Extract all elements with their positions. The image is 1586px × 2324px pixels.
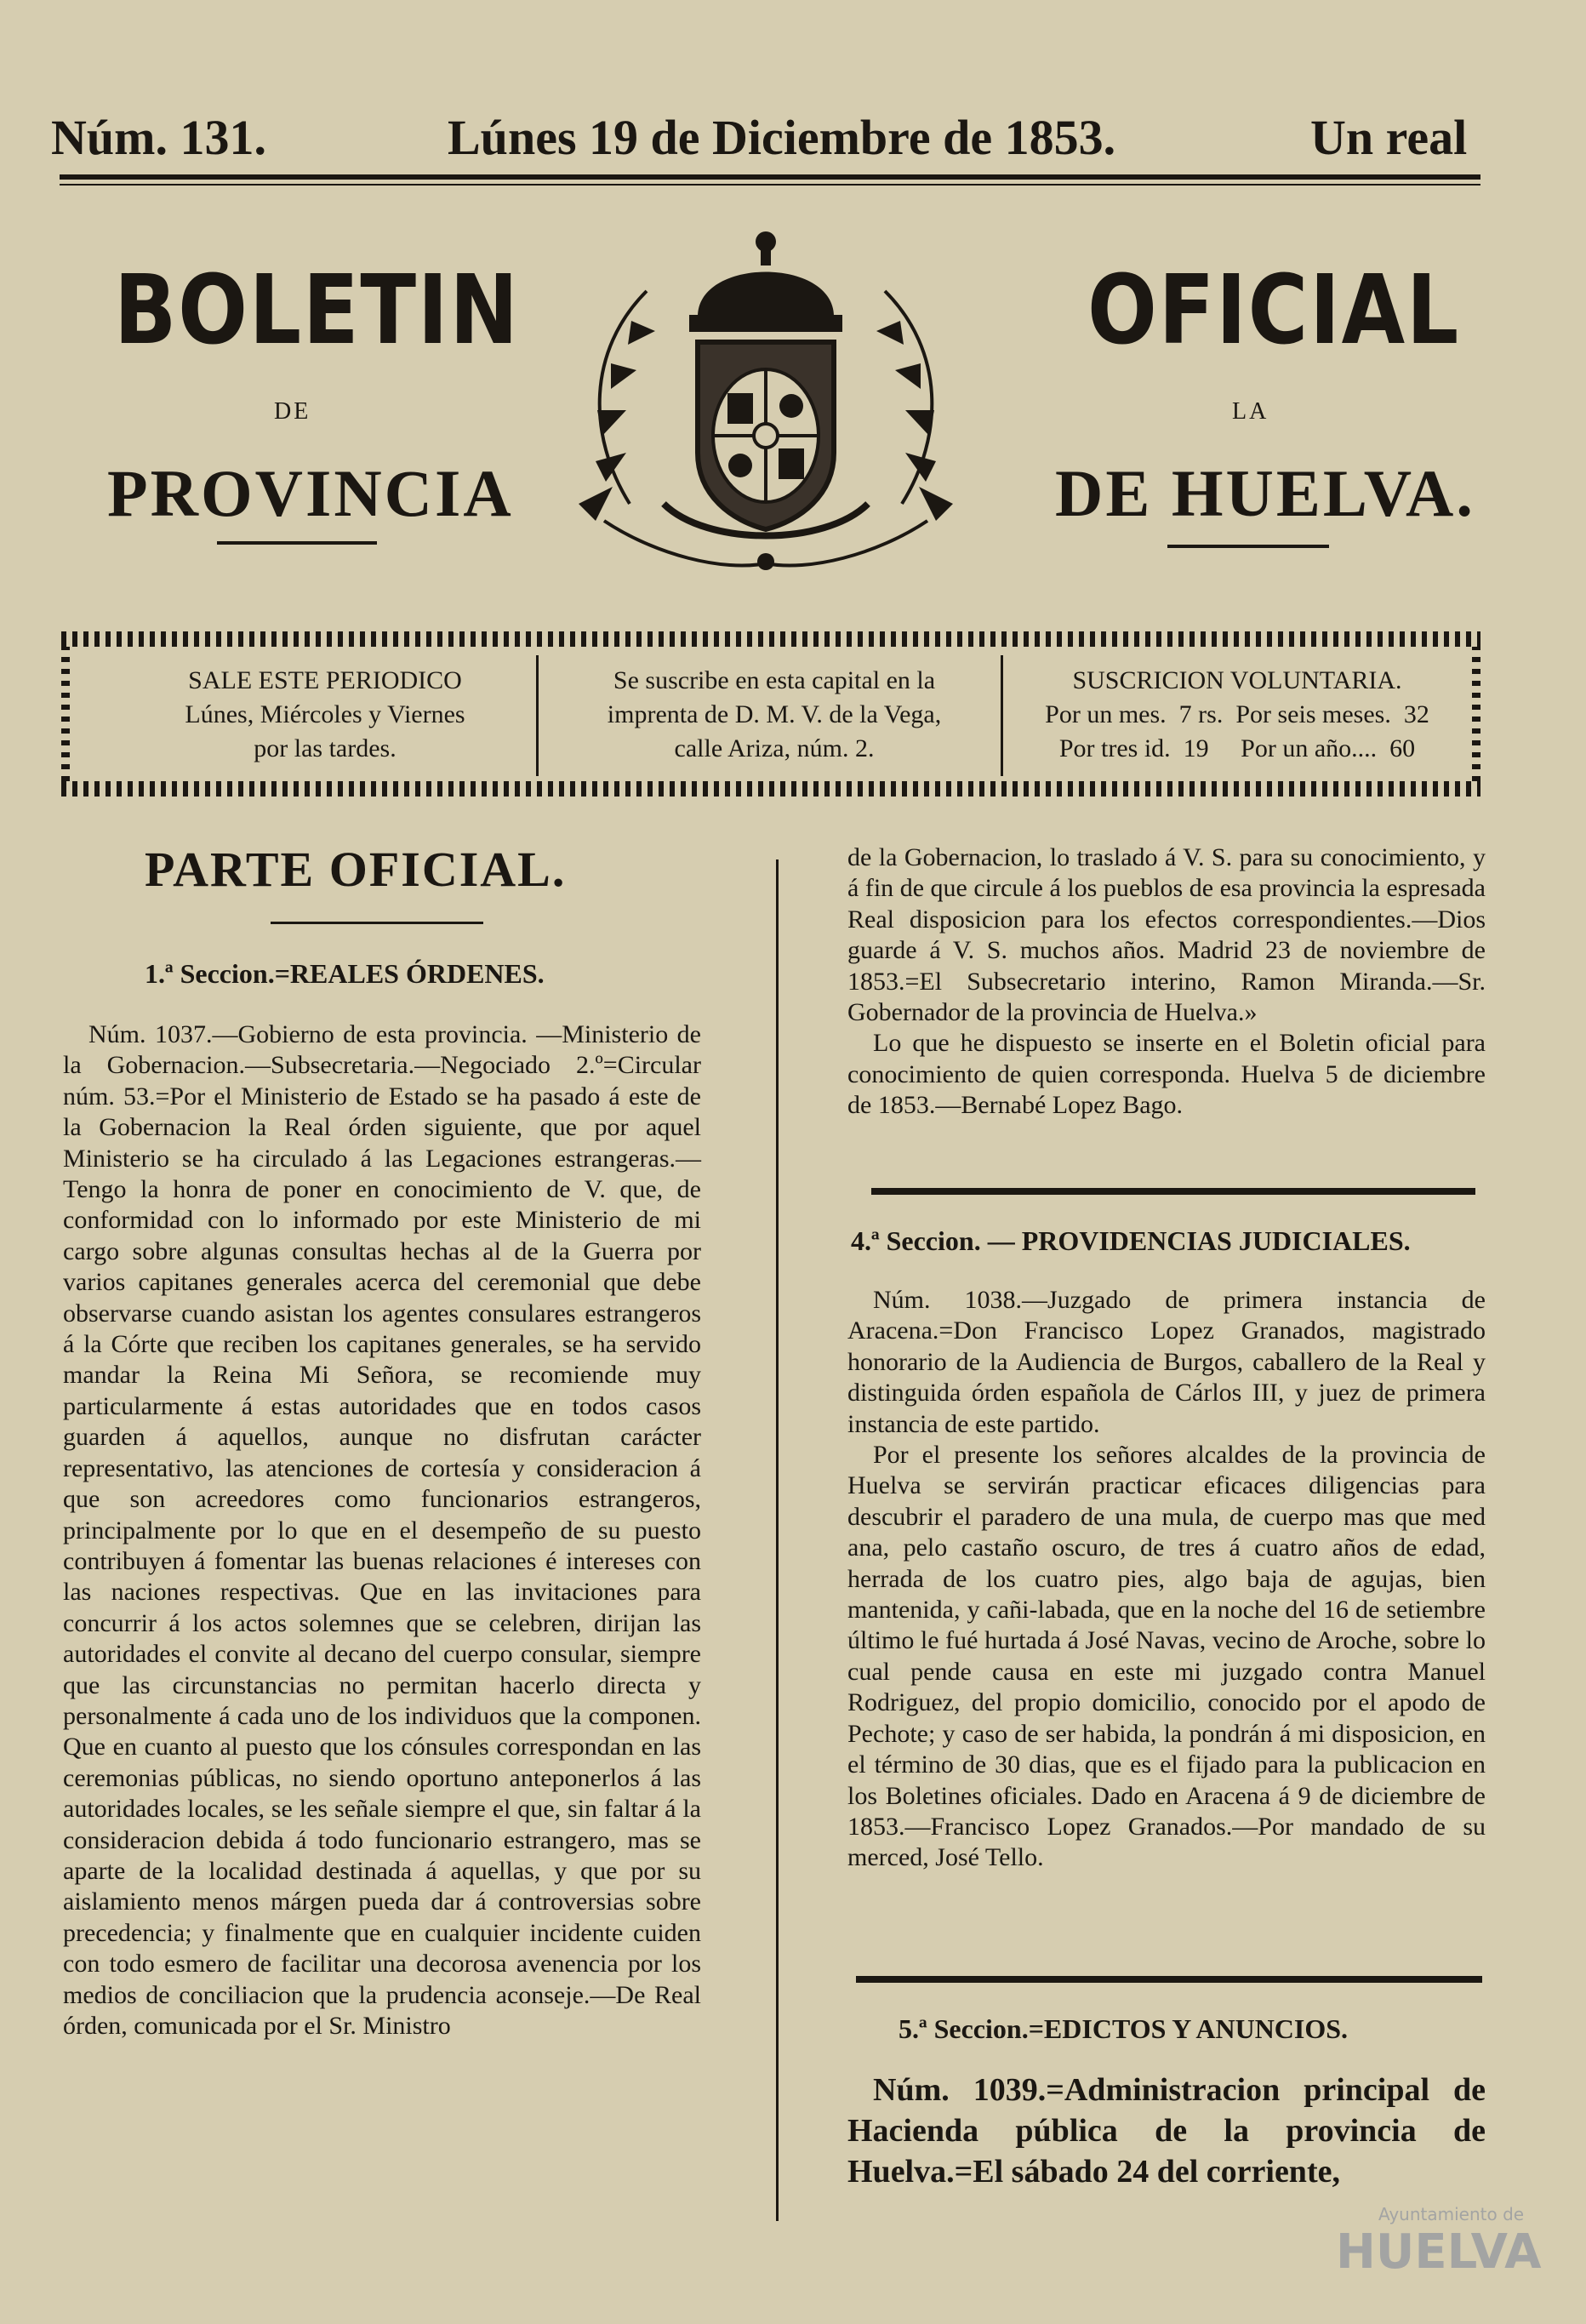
- section-rule-2: [856, 1976, 1482, 1983]
- title-oficial: OFICIAL: [1087, 255, 1461, 366]
- ornament-left: [217, 541, 377, 545]
- subscription-place: Se suscribe en esta capital en la imprenta de D. M. V. de la Vega, calle Ariza, núm. 2.: [607, 666, 942, 762]
- border-top: [61, 631, 1480, 647]
- ornament-parte-oficial: [271, 922, 483, 924]
- title-provincia: PROVINCIA: [107, 456, 514, 530]
- box-divider-1: [536, 655, 539, 776]
- issue-number: Núm. 131.: [51, 110, 266, 165]
- section-rule-1: [871, 1188, 1475, 1195]
- border-bottom: [61, 781, 1480, 797]
- masthead: [51, 109, 1480, 168]
- box-divider-2: [1001, 655, 1003, 776]
- library-watermark: Ayuntamiento de HUELVA: [1336, 2204, 1542, 2280]
- title-de: DE: [274, 398, 311, 425]
- section-title-providencias: 4.ª Seccion. — PROVIDENCIAS JUDICIALES.: [851, 1225, 1411, 1256]
- ornament-right: [1167, 545, 1329, 548]
- masthead-rule: [60, 174, 1480, 180]
- coat-of-arms-icon: [553, 223, 978, 589]
- article-1038: Núm. 1038.—Juzgado de primera instancia de Aracena.=Don Francisco Lopez Granados, magistrado honorario de la Audiencia de Burgos, caballero de la Real y distinguida órden española de Cárlos III, y juez de primera instancia de este partido. Por el presente los señores alcaldes de la provincia de Huelva se servirán practicar eficaces diligencias para descubrir el paradero de una mula, de cuerpo mas que med ana, pelo castaño oscuro, de tres á cuatro años de edad, herrada de los cuatro pies, algo baja de agujas, bien mantenida, y cañi-labada, que en la noche del 16 de setiembre último le fué hurtada á José Navas, vecino de Aroche, sobre lo cual pende causa en este mi juzgado contra Manuel Rodriguez, del propio domicilio, conocido por el apodo de Pechote; y caso de ser habida, la pondrán á mi disposicion, en el término de 30 dias, que es el fijado para la publicacion en los Boletines oficiales. Dado en Aracena á 9 de diciembre de 1853.—Francisco Lopez Granados.—Por mandado de su merced, José Tello.: [847, 1286, 1486, 1872]
- section-title-reales-ordenes: 1.ª Seccion.=REALES ÓRDENES.: [145, 958, 545, 989]
- subscription-days: SALE ESTE PERIODICO Lúnes, Miércoles y Viernes por las tardes.: [185, 666, 465, 762]
- column-separator: [776, 859, 779, 2221]
- border-right: [1472, 647, 1480, 781]
- issue-date: Lúnes 19 de Diciembre de 1853.: [448, 110, 1116, 165]
- subscription-box: [61, 631, 1480, 802]
- section-header-parte-oficial: PARTE OFICIAL.: [145, 842, 567, 897]
- title-boletin: BOLETIN: [114, 255, 520, 366]
- title-la: LA: [1232, 398, 1269, 425]
- border-left: [61, 647, 70, 781]
- section-title-edictos: 5.ª Seccion.=EDICTOS Y ANUNCIOS.: [899, 2013, 1349, 2044]
- masthead-rule-thin: [60, 184, 1480, 186]
- title-de-huelva: DE HUELVA.: [1055, 456, 1475, 530]
- article-1037-continuation: de la Gobernacion, lo traslado á V. S. para su conocimiento, y á fin de que circule á los pueblos de esa provincia la espresada Real disposicion para los efectos correspondientes.—Dios guarde á V. S. muchos años. Madrid 23 de noviembre de 1853.=El Subsecretario interino, Ramon Miranda.—Sr. Gobernador de la provincia de Huelva.» Lo que he dispuesto se inserte en el Boletin oficial para conocimiento de quien corresponda. Huelva 5 de diciembre de 1853.—Bernabé Lopez Bago.: [847, 843, 1486, 1120]
- subscription-prices: SUSCRICION VOLUNTARIA. Por un mes. 7 rs. Por seis meses. 32 Por tres id. 19 Por un año.... 60: [1045, 666, 1429, 762]
- article-1037: Núm. 1037.—Gobierno de esta provincia. —Ministerio de la Gobernacion.—Subsecretaria.—Negociado 2.º=Circular núm. 53.=Por el Ministerio de Estado se ha pasado á este de la Gobernacion la Real órden siguiente, que por aquel Ministerio se ha circulado á las Legaciones estrangeras.—Tengo la honra de poner en conocimiento de V. que, de conformidad con lo informado por este Ministerio de mi cargo sobre algunas consultas hechas al de la Guerra por varios capitanes generales acerca del ceremonial que debe observarse cuando asistan los agentes consulares estrangeros á la Córte que reciben los capitanes generales, se ha servido mandar la Reina Mi Señora, se recomiende muy particularmente á estas autoridades que en todos casos guarden á aquellos, aunque no disfrutan carácter representativo, las atenciones de cortesía y consideracion á que son acreedores como funcionarios estrangeros, principalmente por lo que en el desempeño de su puesto contribuyen á fomentar las buenas relaciones é intereses con las naciones respectivas. Que en las invitaciones para concurrir á los actos solemnes que se celebren, dirijan las autoridades el convite al decano del cuerpo consular, siempre que las circunstancias no permitan hacerlo directa y personalmente á cada uno de los individuos que la componen. Que en cuanto al puesto que los cónsules correspondan en las ceremonias públicas, no siendo oportuno anteponerlos á las autoridades locales, se les señale siempre el que, sin faltar á la consideracion debida á todo funcionario estrangero, mas se aparte de la localidad destinada á aquellas, y que por su aislamiento menos márgen pueda dar á controversias sobre precedencia; y finalmente que en cualquier incidente cuiden con todo esmero de facilitar una decorosa avenencia por los medios de conciliacion que la prudencia aconseje.—De Real órden, comunicada por el Sr. Ministro: [63, 1020, 701, 2040]
- article-1039: Núm. 1039.=Administracion principal de Hacienda pública de la provincia de Huelva.=El sábado 24 del corriente,: [847, 2072, 1486, 2190]
- issue-price: Un real: [1310, 110, 1468, 165]
